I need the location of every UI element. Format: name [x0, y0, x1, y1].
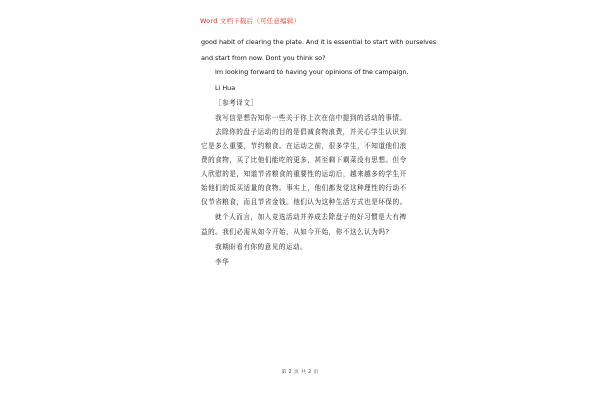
download-header: Word 文档下载后（可任意编辑）	[200, 17, 301, 25]
chinese-paragraph-line: 人欣慰的是，知道节省粮食的重要性的运动后，越来越多的学生开	[201, 170, 407, 178]
chinese-paragraph-line: 益的。我们必需从如今开始，从如今开始，你不这么认为吗?	[201, 228, 390, 236]
english-line-2: and start from now. Dont you think so?	[201, 54, 326, 62]
page-number-footer: 第 2 页 共 2 页	[281, 370, 319, 375]
chinese-paragraph-line: 仅节省粮食，而且节省金钱。他们认为这种生活方式也是环保的。	[201, 198, 407, 206]
english-closing: Im looking forward to having your opinions of the campaign.	[215, 68, 409, 76]
chinese-paragraph-line: 就个人而言，加入竞选活动并养成去除盘子的好习惯是大有裨	[215, 213, 407, 221]
chinese-paragraph-line: 费的食物，买了比他们能吃的更多，甚至剩下剩菜没有思想。但令	[201, 156, 407, 164]
english-line-1: good habit of clearing the plate. And it is essential to start with ourselves	[201, 38, 437, 46]
chinese-closing: 我期盼看有你的意见的运动。	[215, 243, 308, 251]
reference-translation-heading: ［参考译文］	[215, 99, 258, 107]
chinese-paragraph-line: 去除你的盘子运动的目的是倡减食物浪费，并关心学生认识到	[215, 128, 407, 136]
chinese-signature: 李华	[215, 258, 230, 266]
chinese-paragraph-line: 始他们的饭买适量的食物。事实上，他们都发觉这种理性的行动不	[201, 184, 407, 192]
english-signature: Li Hua	[215, 84, 236, 92]
chinese-paragraph-line: 我写信是想告知你一些关于你上次在信中提到的活动的事情。	[215, 114, 407, 122]
chinese-paragraph-line: 它是多么重要，节约粮食。在运动之前，很多学生，不知道他们浪	[201, 142, 407, 150]
